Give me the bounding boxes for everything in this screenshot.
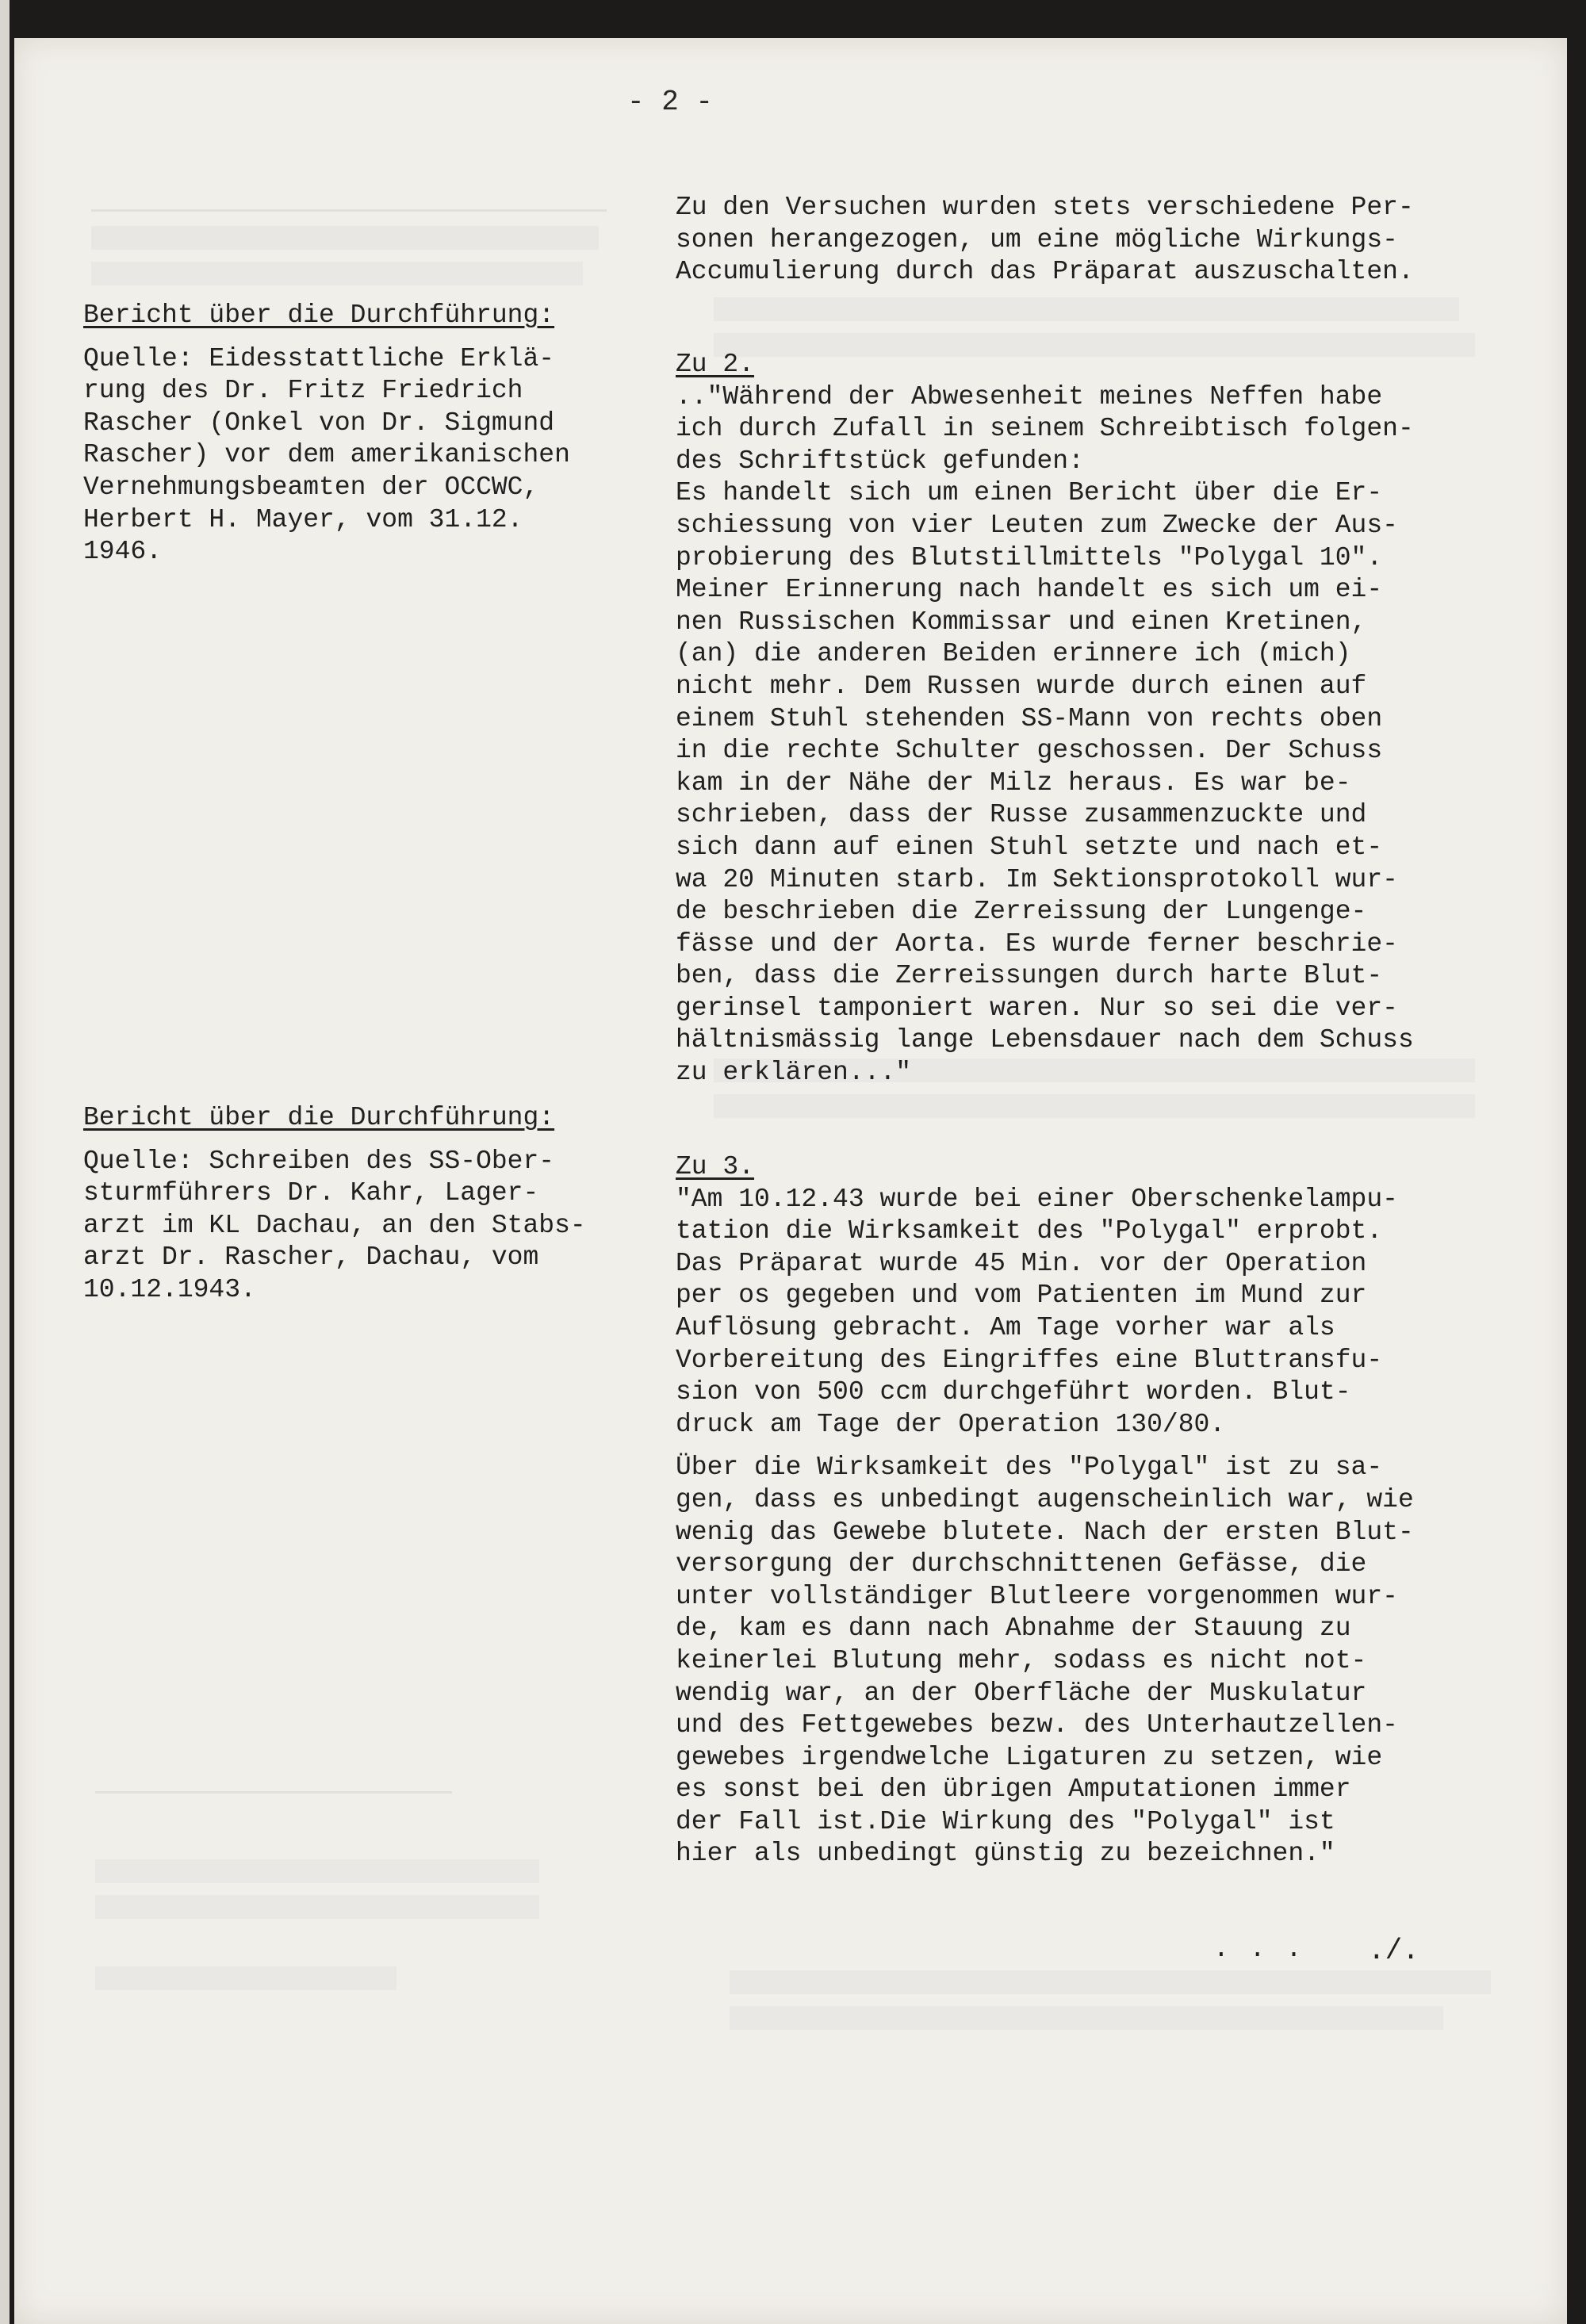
text-line: druck am Tage der Operation 130/80. [676, 1409, 1226, 1439]
dot-leader: ... [1213, 1935, 1323, 1964]
text-line: nicht mehr. Dem Russen wurde durch einen auf [676, 671, 1367, 701]
text-line: Quelle: Schreiben des SS-Ober- [83, 1146, 555, 1176]
text-line: hältnismässig lange Lebensdauer nach dem Schuss [676, 1025, 1414, 1055]
text-line: Das Präparat wurde 45 Min. vor der Operation [676, 1248, 1367, 1278]
text-line: Meiner Erinnerung nach handelt es sich um ei- [676, 575, 1383, 605]
text-line: in die rechte Schulter geschossen. Der Schuss [676, 736, 1383, 766]
text-line: nen Russischen Kommissar und einen Kretinen, [676, 607, 1367, 637]
text-line: ben, dass die Zerreissungen durch harte Blut- [676, 961, 1383, 991]
text-line: Quelle: Eidesstattliche Erklä- [83, 343, 555, 373]
text-line: rung des Dr. Fritz Friedrich [83, 376, 523, 406]
text-line: 1946. [83, 537, 163, 567]
right-zu-3 [676, 1151, 1500, 1870]
text-line: wendig war, an der Oberfläche der Muskulatur [676, 1678, 1367, 1708]
section-heading: Bericht über die Durchführung: [83, 301, 555, 330]
text-line: de, kam es dann nach Abnahme der Stauung zu [676, 1614, 1351, 1644]
text-line: gen, dass es unbedingt augenscheinlich war, wie [676, 1484, 1414, 1514]
text-line: de beschrieben die Zerreissung der Lungenge- [676, 897, 1367, 927]
text-line: ich durch Zufall in seinem Schreibtisch folgen- [676, 414, 1414, 444]
text-line: des Schriftstück gefunden: [676, 446, 1084, 476]
text-line: .."Während der Abwesenheit meines Neffen habe [676, 381, 1383, 412]
text-line: zu erklären..." [676, 1058, 912, 1088]
text-line: 10.12.1943. [83, 1274, 256, 1304]
text-line: sonen herangezogen, um eine mögliche Wirkungs- [676, 224, 1398, 255]
right-intro [676, 192, 1500, 289]
text-line: arzt Dr. Rascher, Dachau, vom [83, 1242, 539, 1273]
text-line: keinerlei Blutung mehr, sodass es nicht not- [676, 1645, 1367, 1675]
text-line: und des Fettgewebes bezw. des Unterhautzellen- [676, 1710, 1398, 1740]
right-zu-2 [676, 349, 1500, 1089]
text-line: Rascher (Onkel von Dr. Sigmund [83, 408, 555, 438]
text-line: sion von 500 ccm durchgeführt worden. Blut- [676, 1377, 1351, 1407]
text-line: schiessung von vier Leuten zum Zwecke der Aus- [676, 510, 1398, 540]
section-heading: Bericht über die Durchführung: [83, 1103, 555, 1132]
text-line: Es handelt sich um einen Bericht über die Er- [676, 478, 1383, 508]
text-line: Vernehmungsbeamten der OCCWC, [83, 472, 539, 502]
text-line: kam in der Nähe der Milz heraus. Es war be- [676, 768, 1351, 798]
continuation-mark: ./. [1368, 1935, 1419, 1967]
text-line: sturmführers Dr. Kahr, Lager- [83, 1178, 539, 1208]
text-line: sich dann auf einen Stuhl setzte und nach et- [676, 832, 1383, 862]
text-line: wenig das Gewebe blutete. Nach der ersten Blut- [676, 1517, 1414, 1547]
text-line: Rascher) vor dem amerikanischen [83, 440, 570, 470]
adjacent-page-edge [0, 0, 10, 2324]
text-line: einem Stuhl stehenden SS-Mann von rechts oben [676, 703, 1383, 733]
text-line: versorgung der durchschnittenen Gefässe, die [676, 1549, 1367, 1579]
text-line: per os gegeben und vom Patienten im Mund zur [676, 1281, 1367, 1311]
text-line: tation die Wirksamkeit des "Polygal" erprobt. [676, 1216, 1383, 1246]
text-line: arzt im KL Dachau, an den Stabs- [83, 1210, 586, 1240]
text-line: Zu den Versuchen wurden stets verschiedene Per- [676, 193, 1414, 222]
left-section-1 [83, 300, 654, 569]
left-section-2 [83, 1102, 654, 1307]
text-line: fässe und der Aorta. Es wurde ferner beschrie- [676, 928, 1398, 959]
text-line: unter vollständiger Blutleere vorgenommen wur- [676, 1581, 1398, 1611]
text-line: der Fall ist.Die Wirkung des "Polygal" ist [676, 1806, 1335, 1836]
text-line: gewebes irgendwelche Ligaturen zu setzen, wie [676, 1742, 1383, 1772]
text-line: Vorbereitung des Eingriffes eine Bluttransfu- [676, 1345, 1383, 1375]
text-line: Über die Wirksamkeit des "Polygal" ist zu sa- [676, 1453, 1383, 1483]
page-number: - 2 - [626, 86, 714, 118]
section-heading: Zu 3. [676, 1152, 755, 1181]
section-heading: Zu 2. [676, 350, 755, 379]
text-line: "Am 10.12.43 wurde bei einer Oberschenkelampu- [676, 1184, 1398, 1214]
text-line: wa 20 Minuten starb. Im Sektionsprotokoll wur- [676, 864, 1398, 894]
text-line: probierung des Blutstillmittels "Polygal 10". [676, 542, 1383, 572]
text-line: Herbert H. Mayer, vom 31.12. [83, 504, 523, 534]
text-line: Auflösung gebracht. Am Tage vorher war als [676, 1312, 1335, 1342]
text-line: gerinsel tamponiert waren. Nur so sei die ver- [676, 993, 1398, 1023]
text-line: es sonst bei den übrigen Amputationen immer [676, 1775, 1351, 1805]
text-line: schrieben, dass der Russe zusammenzuckte und [676, 800, 1367, 830]
text-line: (an) die anderen Beiden erinnere ich (mich) [676, 639, 1351, 669]
text-line: hier als unbedingt günstig zu bezeichnen." [676, 1839, 1335, 1869]
text-line: Accumulierung durch das Präparat auszuschalten. [676, 257, 1414, 287]
